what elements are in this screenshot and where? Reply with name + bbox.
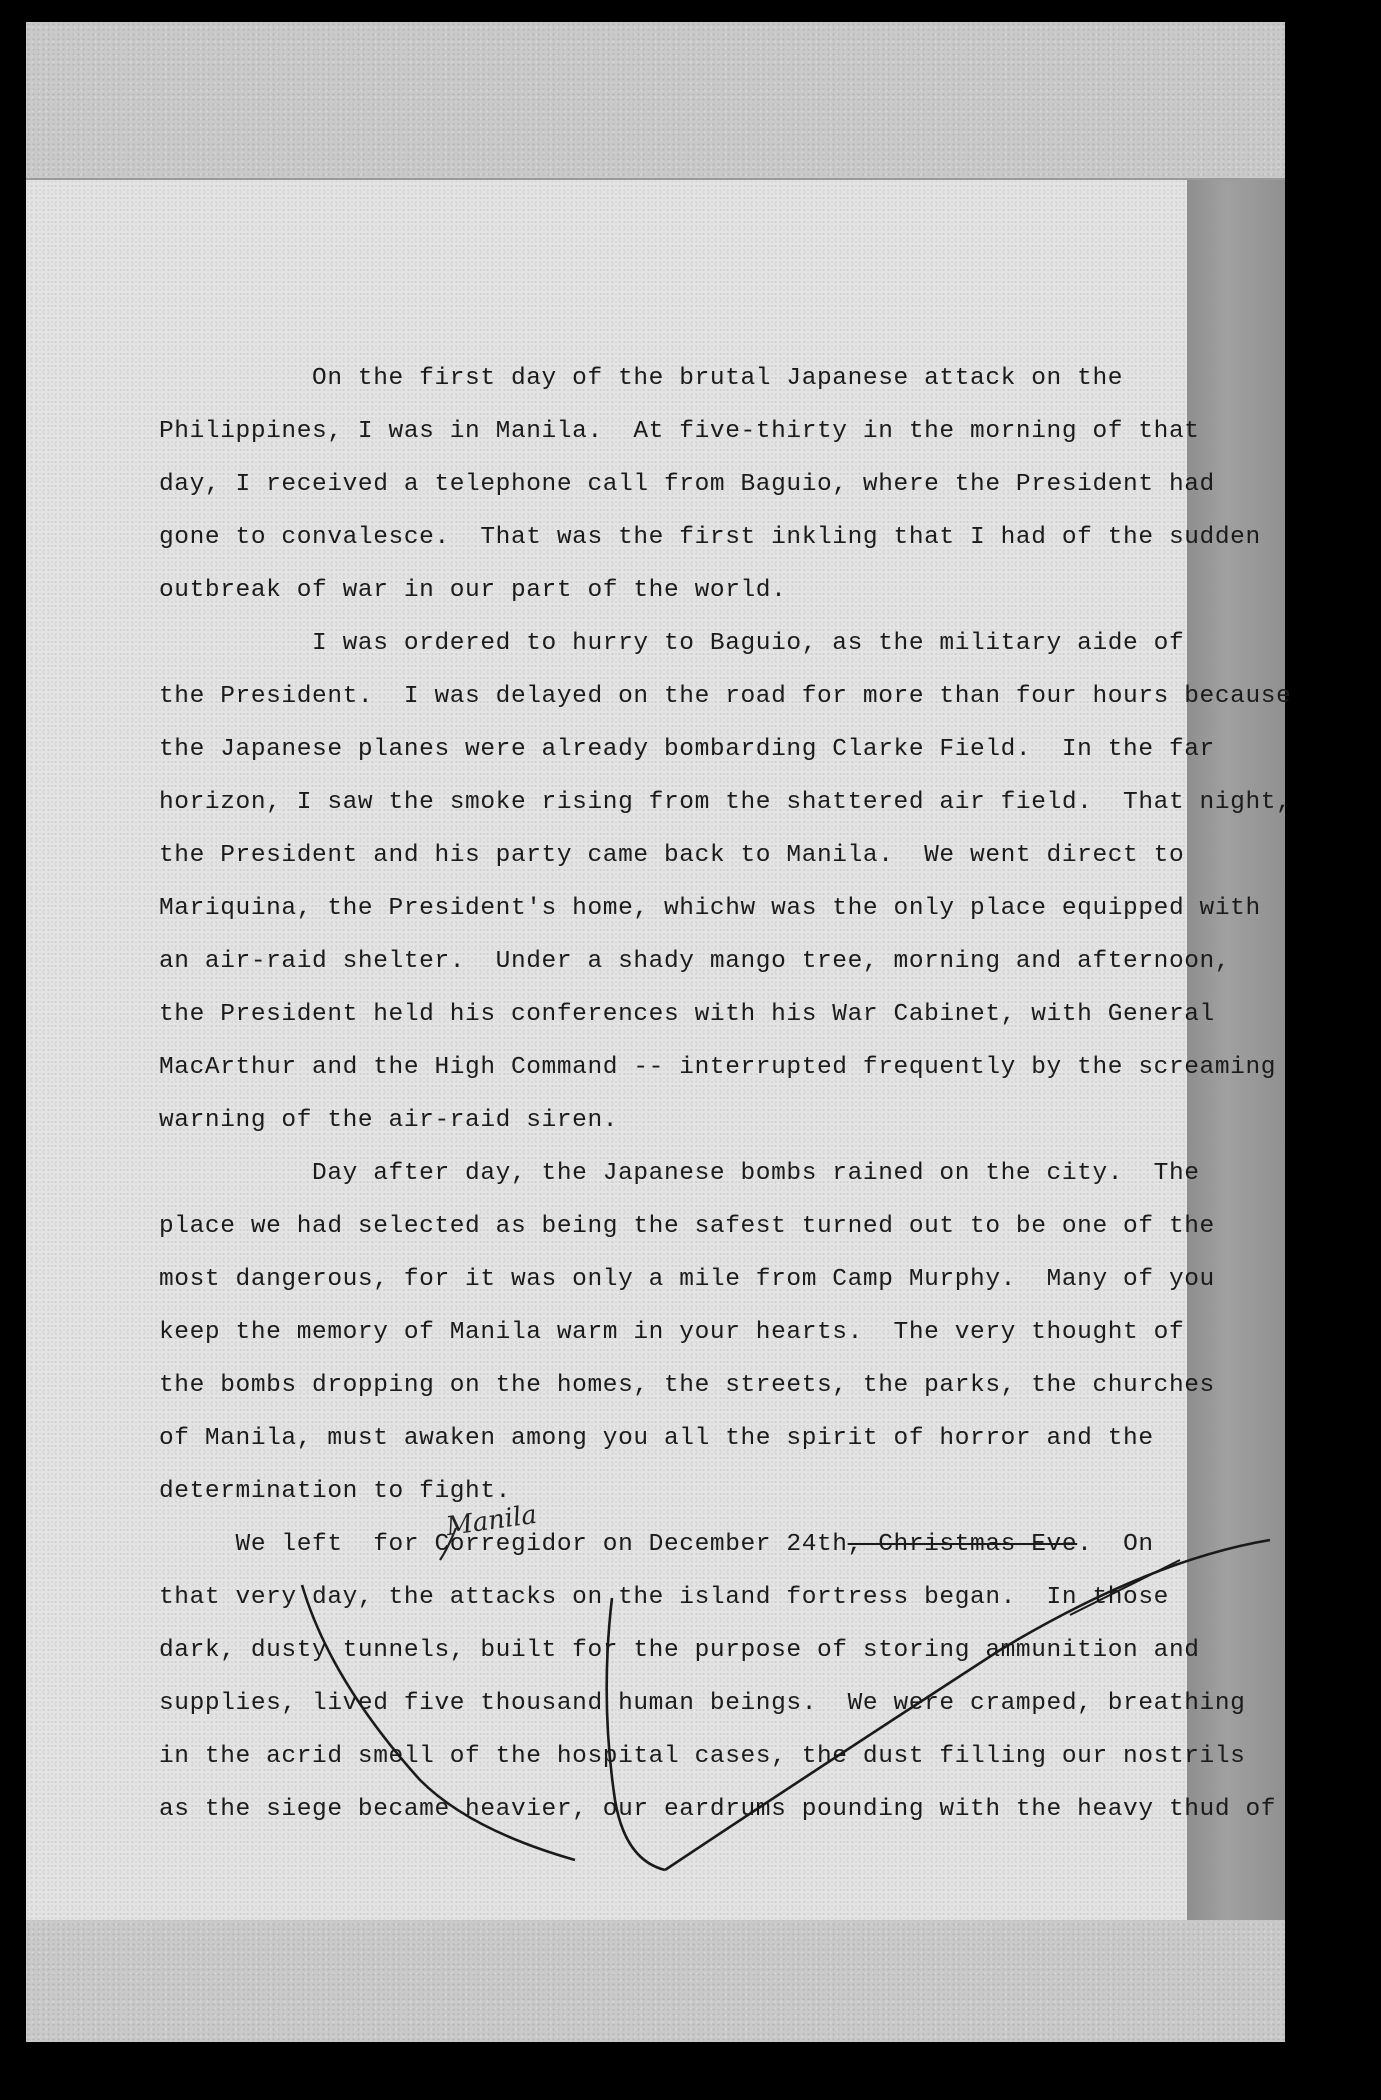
handwritten-insertion: Manila xyxy=(444,1499,539,1543)
text-line: the Japanese planes were already bombarding Clarke Field. In the far xyxy=(159,736,1215,763)
struck-text: , Christmas Eve xyxy=(847,1531,1078,1558)
text-line: the President and his party came back to Manila. We went direct to xyxy=(159,842,1185,869)
text-line: outbreak of war in our part of the world. xyxy=(159,577,787,604)
scan-border-bottom xyxy=(0,2042,1381,2100)
typed-body-text xyxy=(159,352,1319,1836)
text-line: day, I received a telephone call from Baguio, where the President had xyxy=(159,471,1215,498)
text-line: determination to fight. xyxy=(159,1478,511,1505)
text-line: the President held his conferences with his War Cabinet, with General xyxy=(159,1001,1215,1028)
text-line: place we had selected as being the safest turned out to be one of the xyxy=(159,1213,1215,1240)
line-start: We left for Corregidor on December 24th xyxy=(159,1531,848,1558)
text-line-corregidor xyxy=(159,1518,1319,1571)
text-line: gone to convalesce. That was the first inkling that I had of the sudden xyxy=(159,524,1261,551)
text-line: as the siege became heavier, our eardrums pounding with the heavy thud of xyxy=(159,1796,1277,1823)
text-line: most dangerous, for it was only a mile from Camp Murphy. Many of you xyxy=(159,1266,1215,1293)
text-line: in the acrid smell of the hospital cases, the dust filling our nostrils xyxy=(159,1743,1246,1770)
text-line: the bombs dropping on the homes, the streets, the parks, the churches xyxy=(159,1372,1215,1399)
text-line: On the first day of the brutal Japanese attack on the xyxy=(159,365,1124,392)
text-line: MacArthur and the High Command -- interrupted frequently by the screaming xyxy=(159,1054,1277,1081)
text-line: keep the memory of Manila warm in your hearts. The very thought of xyxy=(159,1319,1185,1346)
text-line: supplies, lived five thousand human beings. We were cramped, breathing xyxy=(159,1690,1246,1717)
line-end: . On xyxy=(1077,1531,1154,1558)
text-line: I was ordered to hurry to Baguio, as the military aide of xyxy=(159,630,1185,657)
text-line: dark, dusty tunnels, built for the purpose of storing ammunition and xyxy=(159,1637,1200,1664)
text-line: that very day, the attacks on the island fortress began. In those xyxy=(159,1584,1169,1611)
text-line: horizon, I saw the smoke rising from the shattered air field. That night, xyxy=(159,789,1292,816)
text-line: of Manila, must awaken among you all the spirit of horror and the xyxy=(159,1425,1154,1452)
text-line: Mariquina, the President's home, whichw was the only place equipped with xyxy=(159,895,1261,922)
text-line: an air-raid shelter. Under a shady mango tree, morning and afternoon, xyxy=(159,948,1231,975)
text-line: the President. I was delayed on the road for more than four hours because xyxy=(159,683,1292,710)
text-line: Day after day, the Japanese bombs rained on the city. The xyxy=(159,1160,1200,1187)
text-line: warning of the air-raid siren. xyxy=(159,1107,619,1134)
text-line: Philippines, I was in Manila. At five-thirty in the morning of that xyxy=(159,418,1200,445)
